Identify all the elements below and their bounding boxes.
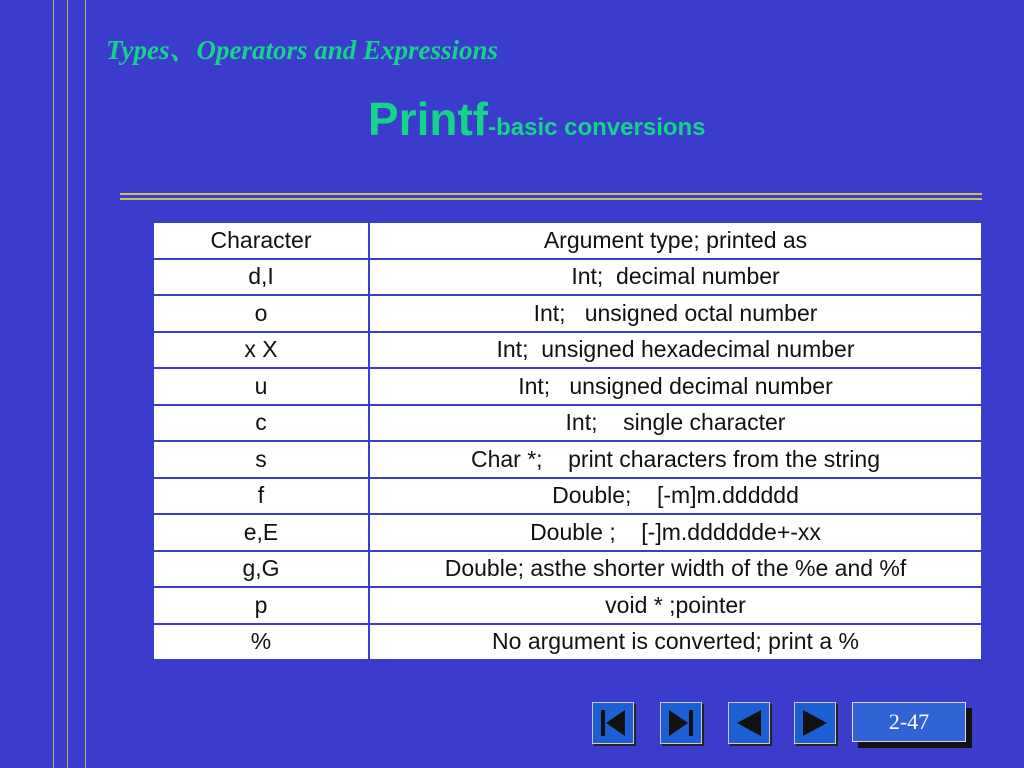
cell-character: f — [153, 478, 369, 515]
table-row — [153, 295, 982, 332]
table-row — [153, 368, 982, 405]
cell-argument-type: No argument is converted; print a % — [369, 624, 982, 661]
title-rule-top — [120, 193, 982, 195]
title-main: Printf — [368, 93, 489, 145]
table-row — [153, 551, 982, 588]
first-slide-icon — [593, 703, 633, 743]
table-row — [153, 587, 982, 624]
previous-slide-button[interactable] — [728, 702, 770, 744]
page-number: 2-47 — [852, 702, 966, 742]
conversion-table — [152, 221, 983, 661]
cell-character: s — [153, 441, 369, 478]
cell-argument-type: void * ;pointer — [369, 587, 982, 624]
cell-character: x X — [153, 332, 369, 369]
title-sub: -basic conversions — [488, 114, 706, 141]
table-row — [153, 405, 982, 442]
table-row — [153, 441, 982, 478]
cell-character: g,G — [153, 551, 369, 588]
cell-character: % — [153, 624, 369, 661]
cell-argument-type: Int; unsigned hexadecimal number — [369, 332, 982, 369]
table-row — [153, 624, 982, 661]
cell-argument-type: Int; decimal number — [369, 259, 982, 296]
header-character: Character — [153, 222, 369, 259]
cell-character: d,I — [153, 259, 369, 296]
last-slide-icon — [661, 703, 701, 743]
table-row — [153, 514, 982, 551]
cell-character: p — [153, 587, 369, 624]
decor-line-2 — [67, 0, 68, 768]
cell-character: c — [153, 405, 369, 442]
cell-argument-type: Int; unsigned decimal number — [369, 368, 982, 405]
cell-character: u — [153, 368, 369, 405]
table-row — [153, 259, 982, 296]
table-row — [153, 332, 982, 369]
cell-character: o — [153, 295, 369, 332]
cell-argument-type: Int; unsigned octal number — [369, 295, 982, 332]
title-rule-bottom — [120, 198, 982, 200]
decor-line-3 — [85, 0, 86, 768]
slide-title — [368, 92, 706, 146]
last-slide-button[interactable] — [660, 702, 702, 744]
decor-line-1 — [53, 0, 54, 768]
header-argument-type: Argument type; printed as — [369, 222, 982, 259]
first-slide-button[interactable] — [592, 702, 634, 744]
next-slide-button[interactable] — [794, 702, 836, 744]
table-row — [153, 478, 982, 515]
cell-argument-type: Int; single character — [369, 405, 982, 442]
cell-argument-type: Char *; print characters from the string — [369, 441, 982, 478]
cell-argument-type: Double ; [-]m.dddddde+-xx — [369, 514, 982, 551]
cell-argument-type: Double; asthe shorter width of the %e and %f — [369, 551, 982, 588]
previous-slide-icon — [729, 703, 769, 743]
table-header-row — [153, 222, 982, 259]
next-slide-icon — [795, 703, 835, 743]
cell-argument-type: Double; [-m]m.dddddd — [369, 478, 982, 515]
slide-header: Types、Operators and Expressions — [106, 35, 499, 65]
cell-character: e,E — [153, 514, 369, 551]
